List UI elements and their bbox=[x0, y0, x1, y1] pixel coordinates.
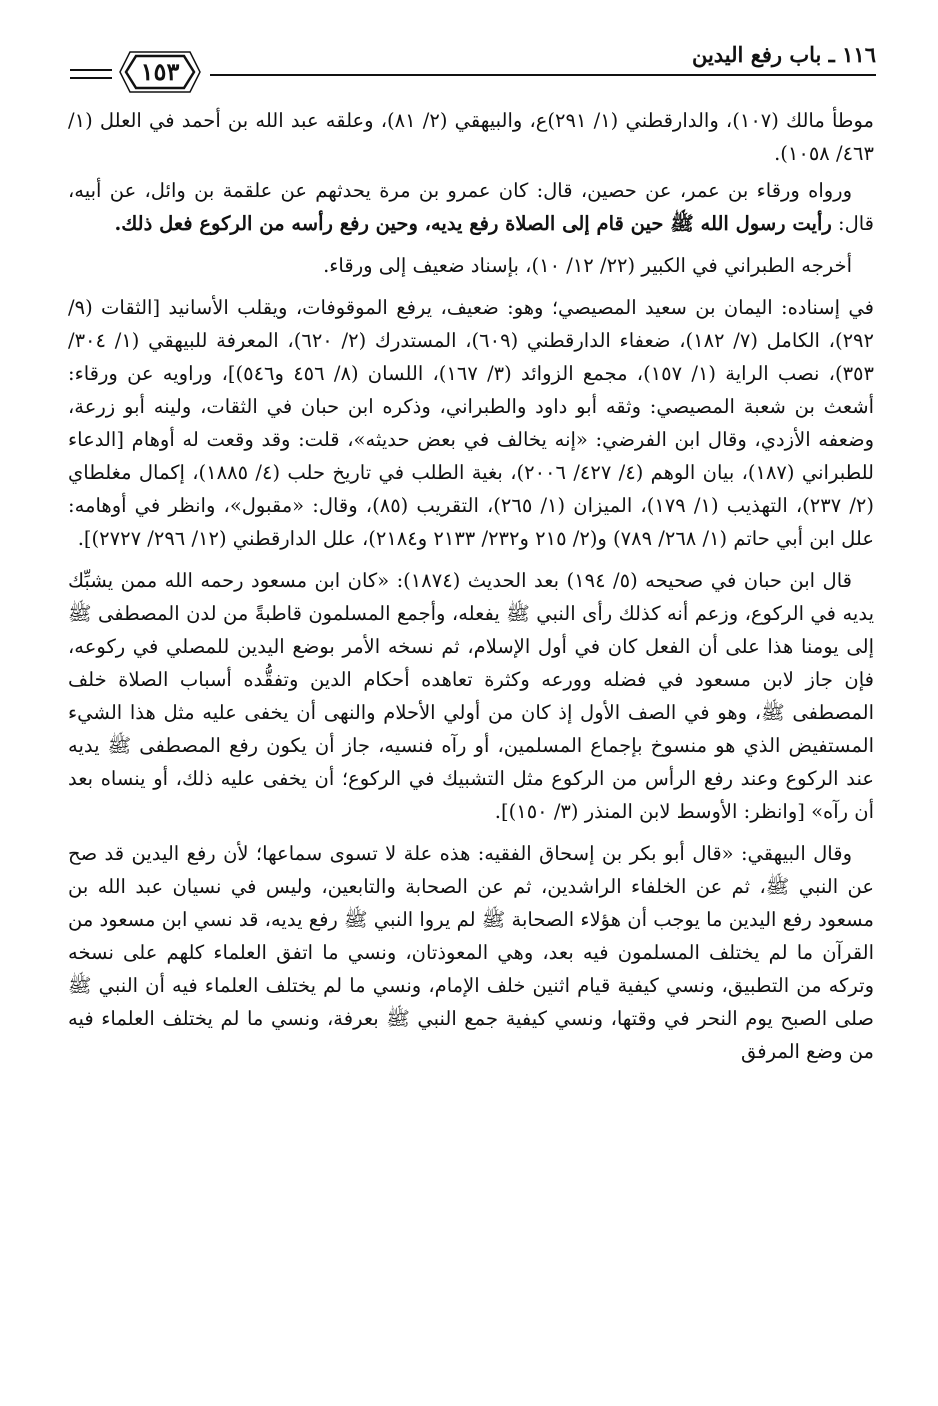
paragraph bbox=[68, 837, 874, 1068]
paragraph bbox=[68, 291, 874, 555]
paragraph-text: في إسناده: اليمان بن سعيد المصيصي؛ وهو: ضعيف، يرفع الموقوفات، ويقلب الأسانيد [الثقات (٩/ ٢٩٢)، الكامل (٧/ ١٨٢)، ضعفاء الدارقطني (٦٠٩)، المستدرك (٢/ ٦٢٠)، المعرفة للبيهقي (١/ ٣٠٤/ ٣٥٣)، نصب الراية (١/ ١٥٧)، مجمع الزوائد (٣/ ١٦٧)، اللسان (٨/ ٤٥٦ و٥٤٦)]، وراويه عن ورقاء: أشعث بن شعبة المصيصي: وثقه أبو داود والطبراني، وذكره ابن حبان في الثقات، ولينه أبو زرعة، وضعفه الأزدي، وقال ابن الفرضي: «إنه يخالف في بعض حديثه»، قلت: وقد وقعت له أوهام [الدعاء للطبراني (١٨٧)، بيان الوهم (٤/ ٤٢٧/ ٢٠٠٦)، بغية الطلب في تاريخ حلب (٤/ ١٨٨٥)، إكمال مغلطاي (٢/ ٢٣٧)، التهذيب (١/ ١٧٩)، الميزان (١/ ٢٦٥)، التقريب (٨٥)، وقال: «مقبول»، وانظر في أوهامه: علل ابن أبي حاتم (١/ ٢٦٨/ ٧٨٩) و(٢/ ٢١٥ و٢٣٢/ ٢١٣٣ و٢١٨٤)، علل الدارقطني (١٢/ ٢٩٦/ ٢٧٢٧)]. bbox=[68, 296, 875, 550]
paragraph bbox=[68, 174, 874, 240]
paragraph-text: وقال البيهقي: «قال أبو بكر بن إسحاق الفقيه: هذه علة لا تسوى سماعها؛ لأن رفع اليدين قد صح عن النبي ﷺ، ثم عن الخلفاء الراشدين، ثم عن الصحابة والتابعين، وليس في نسيان عبد الله بن مسعود رفع اليدين ما يوجب أن هؤلاء الصحابة ﷺ لم يروا النبي ﷺ رفع يديه، قد نسي ابن مسعود من القرآن ما لم يختلف المسلمون فيه بعد، وهي المعوذتان، ونسي ما اتفق العلماء كلهم على نسخه وتركه من التطبيق، ونسي كيفية قيام اثنين خلف الإمام، ونسي ما لم يختلف العلماء فيه أن النبي ﷺ صلى الصبح يوم النحر في وقتها، ونسي كيفية جمع النبي ﷺ بعرفة، ونسي ما لم يختلف العلماء فيه من وضع المرفق bbox=[68, 842, 874, 1063]
page-header bbox=[70, 38, 876, 94]
page-number: ١٥٣ bbox=[140, 57, 180, 86]
paragraph-text: أخرجه الطبراني في الكبير (٢٢/ ١٢/ ١٠)، بإسناد ضعيف إلى ورقاء. bbox=[323, 254, 852, 277]
paragraph-text: ورواه ورقاء بن عمر، عن حصين، قال: كان عمرو بن مرة يحدثهم عن علقمة بن وائل، عن أبيه، قال: bbox=[68, 179, 874, 235]
page-number-badge bbox=[116, 48, 204, 96]
header-rule bbox=[210, 74, 876, 76]
page-body bbox=[68, 104, 874, 1077]
header-double-rule bbox=[70, 69, 112, 79]
paragraph-text: قال ابن حبان في صحيحه (٥/ ١٩٤) بعد الحديث (١٨٧٤): «كان ابن مسعود رحمه الله ممن يشبِّك يديه في الركوع، وزعم أنه كذلك رأى النبي ﷺ يفعله، وأجمع المسلمون قاطبةً من لدن المصطفى ﷺ إلى يومنا هذا على أن الفعل كان في أول الإسلام، ثم نسخه الأمر بوضع اليدين للمصلي في ركوعه، فإن جاز لابن مسعود في فضله وورعه وكثرة تعاهده أحكام الدين وتفقُّده أسباب الصلاة خلف المصطفى ﷺ، وهو في الصف الأول إذ كان من أولي الأحلام والنهى أن يخفى عليه مثل هذا الشيء المستفيض الذي هو منسوخ بإجماع المسلمين، أو رآه فنسيه، جاز أن يكون رفع المصطفى ﷺ يديه عند الركوع وعند رفع الرأس من الركوع مثل التشبيك في الركوع؛ أن يخفى عليه ذلك، أو ينساه بعد أن رآه» [وانظر: الأوسط لابن المنذر (٣/ ١٥٠)]. bbox=[68, 569, 874, 823]
paragraph bbox=[68, 249, 874, 282]
chapter-title: ١١٦ ـ باب رفع اليدين bbox=[684, 42, 876, 67]
paragraph bbox=[68, 564, 874, 828]
paragraph bbox=[68, 104, 874, 170]
hadith-quote: رأيت رسول الله ﷺ حين قام إلى الصلاة رفع يديه، وحين رفع رأسه من الركوع فعل ذلك. bbox=[114, 212, 832, 235]
paragraph-text: موطأ مالك (١٠٧)، والدارقطني (١/ ٢٩١)ع، والبيهقي (٢/ ٨١)، وعلقه عبد الله بن أحمد في العلل (١/ ٤٦٣/ ١٠٥٨). bbox=[68, 109, 874, 165]
